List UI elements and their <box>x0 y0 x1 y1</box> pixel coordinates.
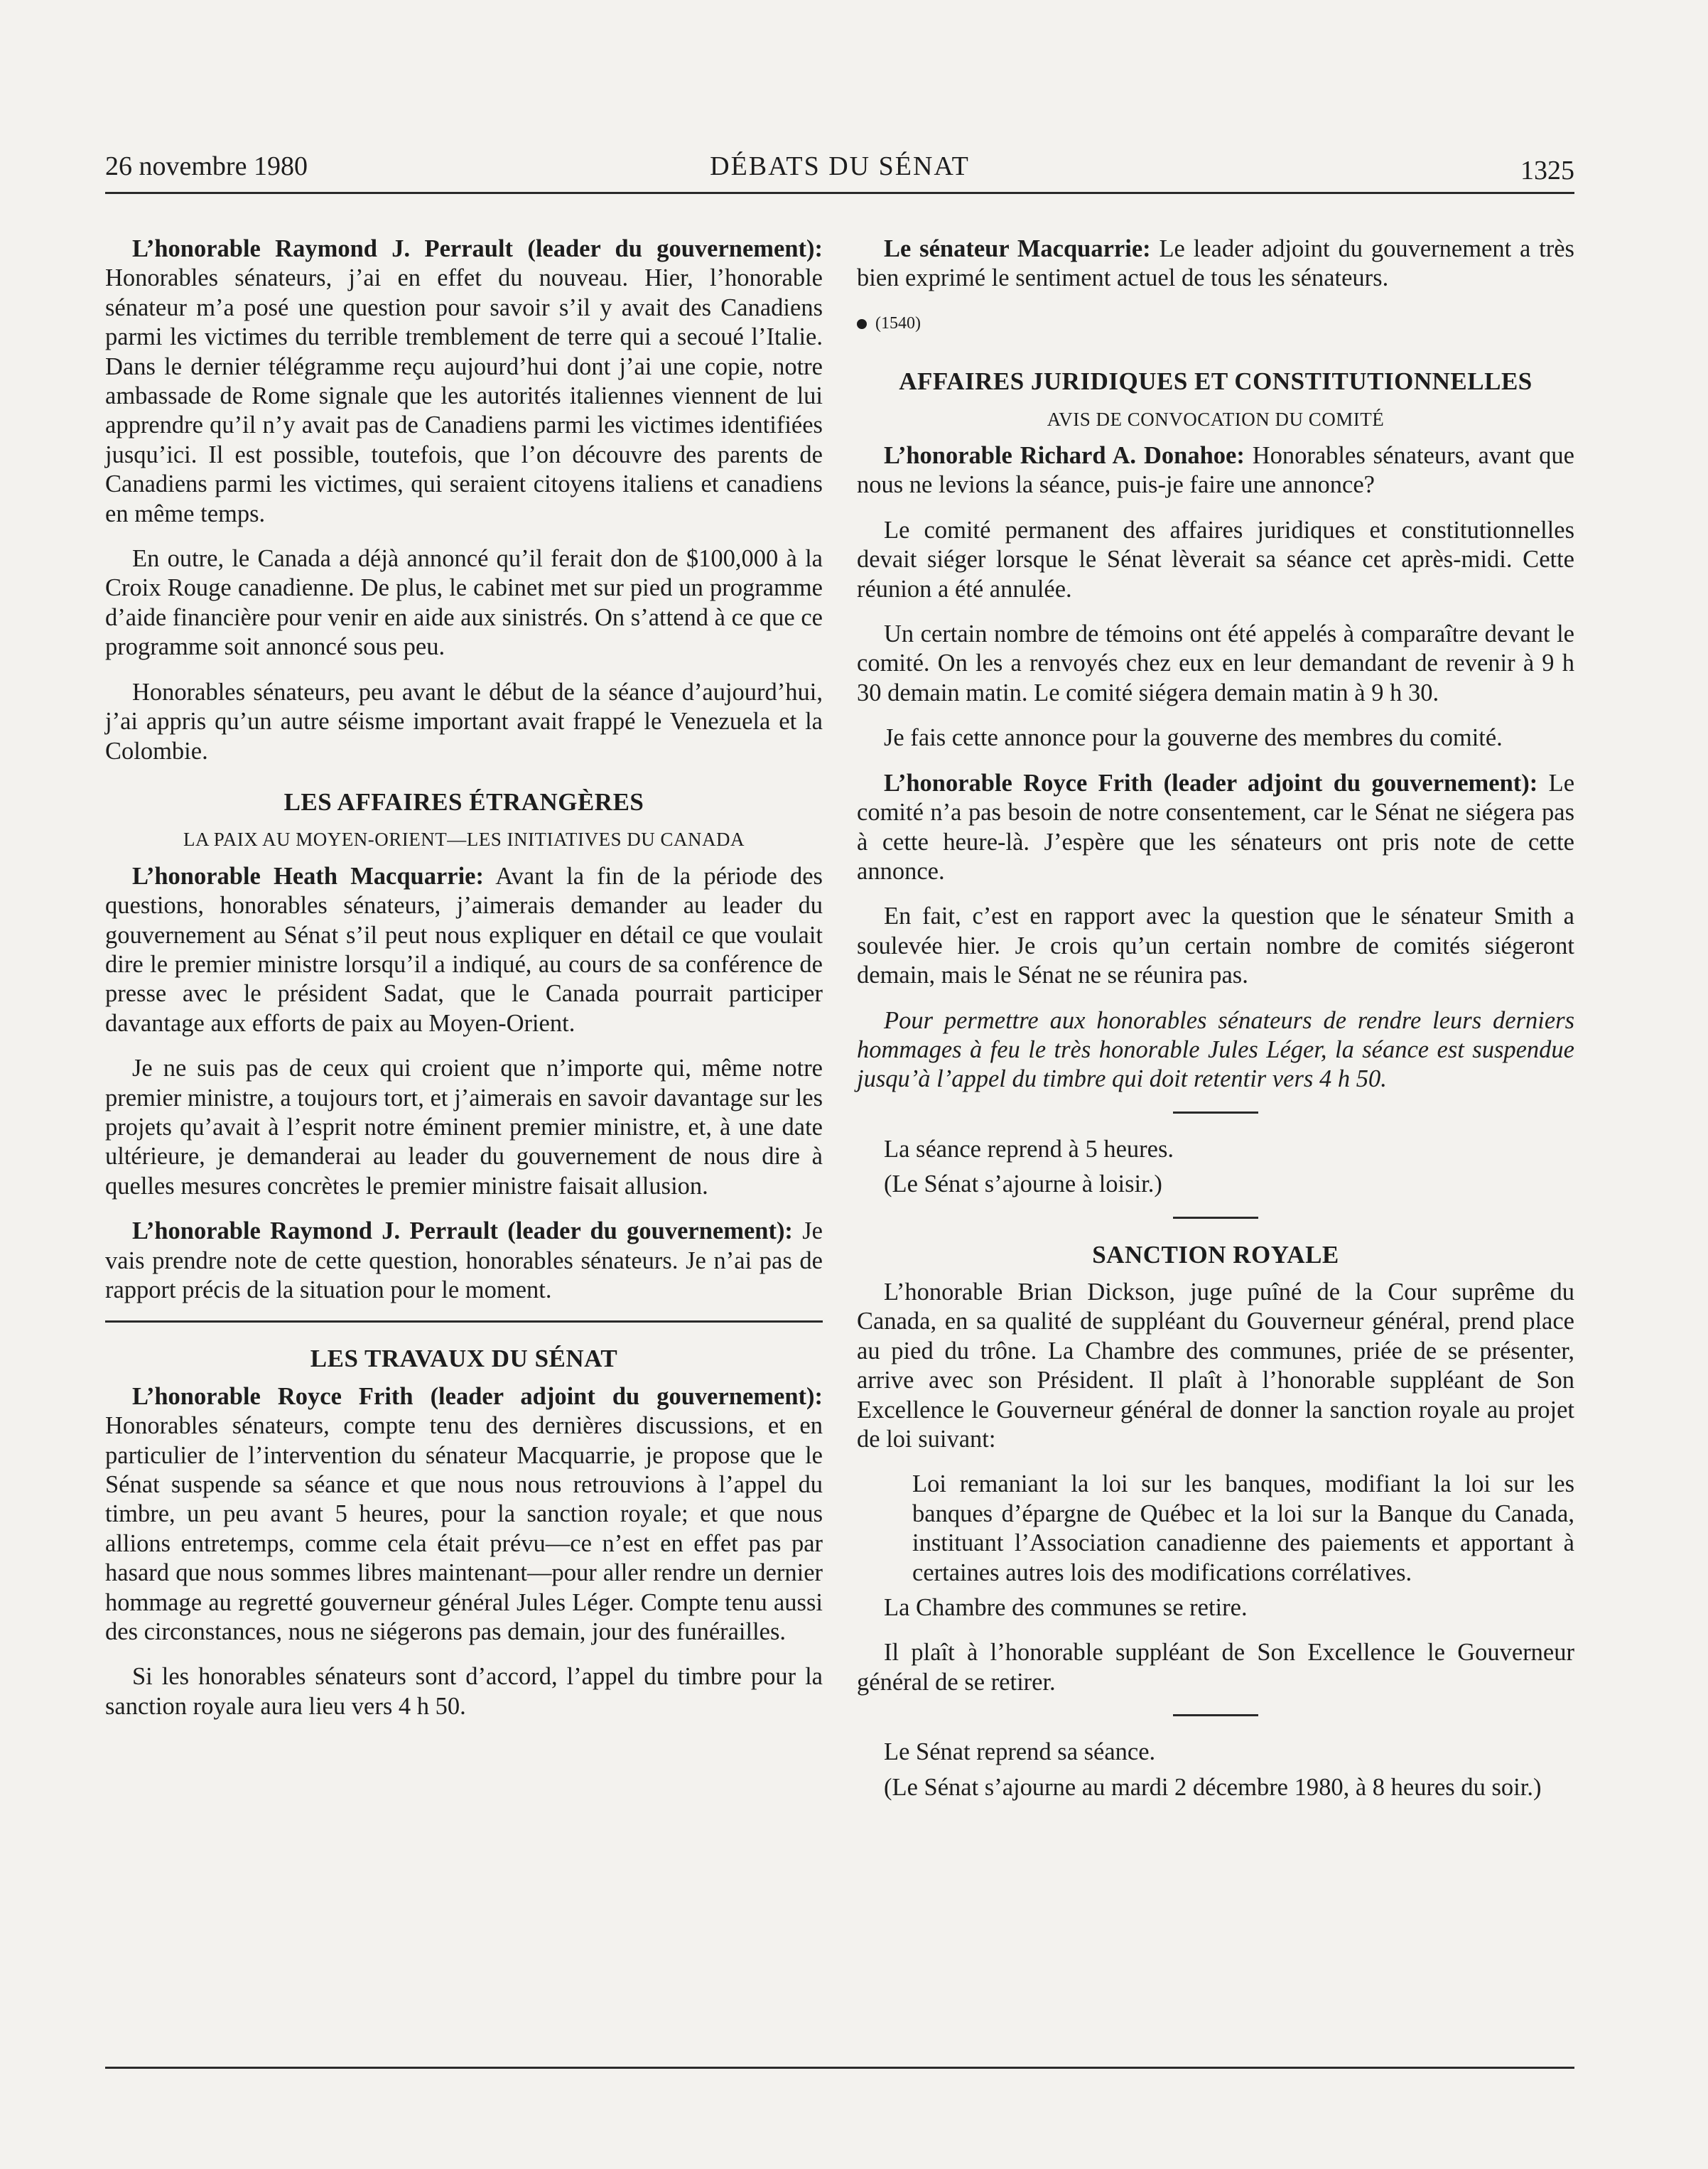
speaker-name: L’honorable Royce Frith (leader adjoint du gouvernement): <box>884 769 1538 797</box>
paragraph: Honorables sénateurs, peu avant le début de la séance d’aujourd’hui, j’ai appris qu’un autre séisme important avait frappé le Venezuela et la Colombie. <box>105 678 823 765</box>
speaker-name: L’honorable Heath Macquarrie: <box>132 862 484 890</box>
paragraph <box>105 1217 823 1305</box>
paragraph: Le Sénat reprend sa séance. <box>884 1738 1156 1766</box>
speaker-name: L’honorable Richard A. Donahoe: <box>884 442 1245 470</box>
speech-text: Honorables sénateurs, j’ai en effet du nouveau. Hier, l’honorable sénateur m’a posé une question pour savoir s’il y avait des Canadiens parmi les victimes du terrible tremblement de terre qui a secoué l’Italie. Dans le dernier télégramme reçu aujourd’hui dont j’ai une copie, notre ambassade de Rome signale que les autorités italiennes viennent de lui apprendre qu’il n’y avait pas de Canadiens parmi les victimes identifiées jusqu’ici. Il est possible, toutefois, que l’on découvre des parents de Canadiens parmi les victimes, qui seraient citoyens italiens et canadiens en même temps. <box>105 264 823 527</box>
bullet-icon <box>857 319 867 329</box>
paragraph: Si les honorables sénateurs sont d’accord, l’appel du timbre pour la sanction royale aura lieu vers 4 h 50. <box>105 1663 823 1720</box>
procedural-note: Pour permettre aux honorables sénateurs de rendre leurs derniers hommages à feu le très honorable Jules Léger, la séance est suspendue jusqu’à l’appel du timbre qui doit retentir vers 4 h 50. <box>857 1006 1574 1093</box>
speaker-name: L’honorable Royce Frith (leader adjoint du gouvernement): <box>132 1382 823 1410</box>
short-divider <box>1173 1217 1258 1219</box>
paragraph: La Chambre des communes se retire. <box>884 1594 1248 1622</box>
section-heading: LES AFFAIRES ÉTRANGÈRES <box>283 787 644 816</box>
paragraph <box>857 769 1574 887</box>
header-date: 26 novembre 1980 <box>105 151 308 181</box>
speech-text: Je vais prendre note de cette question, honorables sénateurs. Je n’ai pas de rapport précis de la situation pour le moment. <box>105 1217 823 1303</box>
footer-rule <box>105 2067 1574 2069</box>
bill-title: Loi remaniant la loi sur les banques, modifiant la loi sur les banques d’épargne de Québec et la loi sur la Banque du Canada, instituant l’Association canadienne des paiements et apportant à certaines autres lois des modifications corrélatives. <box>912 1470 1574 1586</box>
speech-text: Honorables sénateurs, avant que nous ne levions la séance, puis-je faire une annonce? <box>857 442 1574 499</box>
speaker-name: L’honorable Raymond J. Perrault (leader du gouvernement): <box>132 1217 793 1245</box>
left-column <box>105 235 823 1737</box>
section-heading: AFFAIRES JURIDIQUES ET CONSTITUTIONNELLES <box>899 367 1533 396</box>
speaker-name: L’honorable Raymond J. Perrault (leader du gouvernement): <box>132 235 823 262</box>
paragraph: (Le Sénat s’ajourne au mardi 2 décembre 1980, à 8 heures du soir.) <box>884 1773 1542 1801</box>
section-divider <box>105 1320 823 1323</box>
paragraph: L’honorable Brian Dickson, juge puîné de la Cour suprême du Canada, en sa qualité de suppléant du Gouverneur général, prend place au pied du trône. La Chambre des communes, priée de se présenter, arrive avec son Président. Il plaît à l’honorable suppléant de Son Excellence le Gouverneur général de donner la sanction royale au projet de loi suivant: <box>857 1278 1574 1453</box>
paragraph: Il plaît à l’honorable suppléant de Son Excellence le Gouverneur général de se retirer. <box>857 1639 1574 1696</box>
paragraph <box>857 235 1574 294</box>
time-marker-label: (1540) <box>875 313 921 333</box>
section-heading: SANCTION ROYALE <box>1092 1240 1339 1269</box>
section-heading: LES TRAVAUX DU SÉNAT <box>310 1345 618 1373</box>
paragraph: Je ne suis pas de ceux qui croient que n’importe qui, même notre premier ministre, a toujours tort, et j’aimerais en savoir davantage sur les projets qu’avait à l’esprit notre éminent premier ministre, et, à une date ultérieure, je demanderai au leader du gouvernement de nous dire à quelles mesures concrètes le premier ministre faisait allusion. <box>105 1055 823 1200</box>
speech-text: Honorables sénateurs, compte tenu des dernières discussions, et en particulier de l’intervention du sénateur Macquarrie, je propose que le Sénat suspende sa séance et que nous nous retrouvions à l’appel du timbre, un peu avant 5 heures, pour la sanction royale; et que nous allions entretemps, comme cela était prévu—ce n’est en effet pas par hasard que nous sommes libres maintenant—pour aller rendre un dernier hommage au regretté gouverneur général Jules Léger. Compte tenu aussi des circonstances, nous ne siégerons pas demain, jour des funérailles. <box>105 1412 823 1646</box>
subsection-heading: AVIS DE CONVOCATION DU COMITÉ <box>1047 408 1385 430</box>
paragraph: En fait, c’est en rapport avec la question que le sénateur Smith a soulevée hier. Je crois qu’un certain nombre de comités siégeront demain, mais le Sénat ne se réunira pas. <box>857 903 1574 989</box>
paragraph: (Le Sénat s’ajourne à loisir.) <box>884 1170 1162 1198</box>
speaker-name: Le sénateur Macquarrie: <box>884 235 1151 262</box>
paragraph <box>105 1382 823 1647</box>
time-marker <box>857 309 1574 338</box>
paragraph: Un certain nombre de témoins ont été appelés à comparaître devant le comité. On les a renvoyés chez eux en leur demandant de revenir à 9 h 30 demain matin. Le comité siégera demain matin à 9 h 30. <box>857 620 1574 706</box>
paragraph <box>105 235 823 529</box>
short-divider <box>1173 1714 1258 1716</box>
paragraph <box>857 441 1574 500</box>
speech-text: Le leader adjoint du gouvernement a très bien exprimé le sentiment actuel de tous les sénateurs. <box>857 235 1574 292</box>
page-number: 1325 <box>1520 156 1574 185</box>
header-title: DÉBATS DU SÉNAT <box>710 151 970 181</box>
subsection-heading: LA PAIX AU MOYEN-ORIENT—LES INITIATIVES DU CANADA <box>183 829 745 851</box>
paragraph: Le comité permanent des affaires juridiques et constitutionnelles devait siéger lorsque le Sénat lèverait sa séance cet après-midi. Cette réunion a été annulée. <box>857 516 1574 603</box>
paragraph: En outre, le Canada a déjà annoncé qu’il ferait don de $100,000 à la Croix Rouge canadienne. De plus, le cabinet met sur pied un programme d’aide financière pour venir en aide aux sinistrés. On s’attend à ce que ce programme soit annoncé sous peu. <box>105 545 823 661</box>
paragraph: La séance reprend à 5 heures. <box>884 1135 1174 1163</box>
speech-text: Le comité n’a pas besoin de notre consentement, car le Sénat ne siégera pas à cette heure-là. J’espère que les sénateurs ont pris note de cette annonce. <box>857 769 1575 885</box>
short-divider <box>1173 1112 1258 1114</box>
paragraph <box>105 862 823 1038</box>
right-column <box>857 235 1574 1818</box>
page-header <box>105 149 1574 194</box>
paragraph: Je fais cette annonce pour la gouverne des membres du comité. <box>884 724 1503 752</box>
speech-text: Avant la fin de la période des questions, honorables sénateurs, j’aimerais demander au leader du gouvernement au Sénat s’il peut nous expliquer en détail ce que voulait dire le premier ministre lorsqu’il a indiqué, au cours de sa conférence de presse avec le président Sadat, que le Canada pourrait participer davantage aux efforts de paix au Moyen-Orient. <box>105 862 823 1037</box>
